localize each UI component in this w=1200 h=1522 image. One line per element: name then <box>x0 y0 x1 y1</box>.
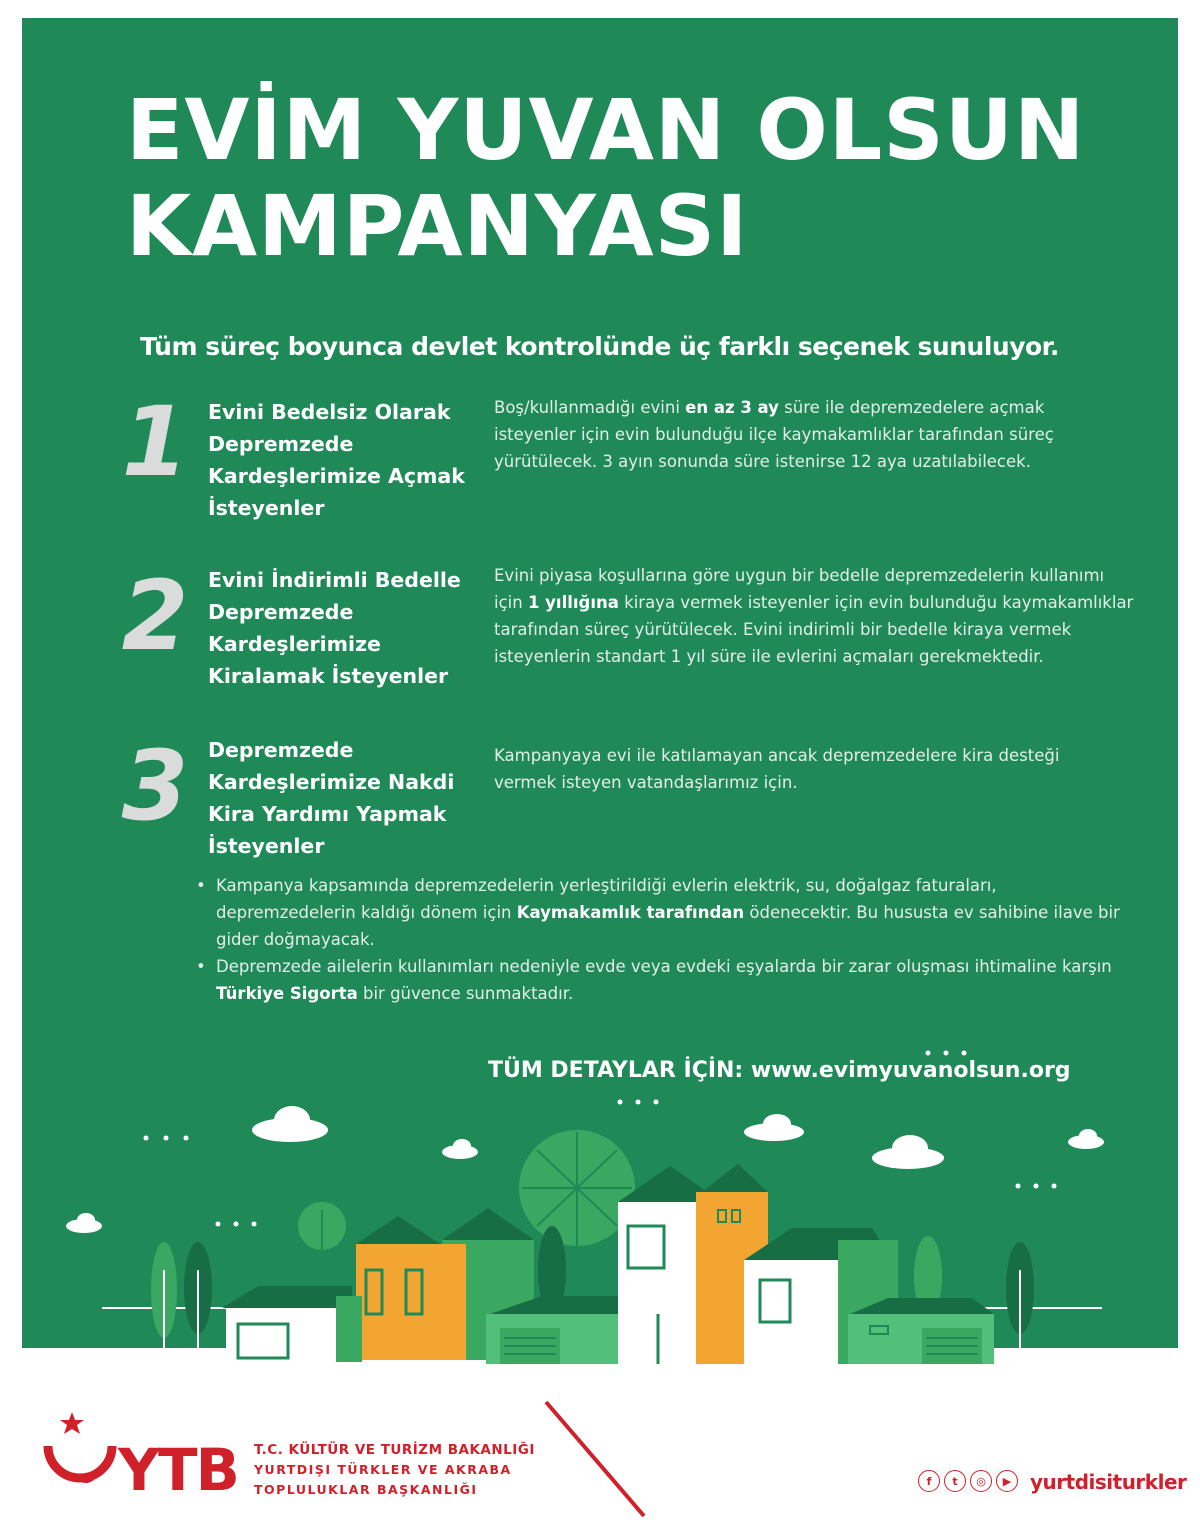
social-handle[interactable]: yurtdisiturkler <box>1030 1470 1187 1494</box>
twitter-icon[interactable]: t <box>944 1470 966 1492</box>
title-line-2: KAMPANYASI <box>126 177 749 275</box>
option-title-2: Evini İndirimli Bedelle Depremzede Kardeşlerimize Kiralamak İsteyenler <box>208 568 461 688</box>
instagram-icon[interactable]: ◎ <box>970 1470 992 1492</box>
option-number-2: 2 <box>121 560 189 672</box>
option-title-3: Depremzede Kardeşlerimize Nakdi Kira Yardımı Yapmak İsteyenler <box>208 738 455 858</box>
title-line-1: EVİM YUVAN OLSUN <box>126 81 1086 179</box>
facebook-icon[interactable]: f <box>918 1470 940 1492</box>
option-desc-1: Boş/kullanmadığı evini en az 3 ay süre ile depremzedelere açmak isteyenler için evin bulunduğu ilçe kaymakamlıklar tarafından süreç yürütülecek. 3 ayın sonunda süre istenirse 12 aya uzatılabilecek. <box>494 398 1054 471</box>
subtitle: Tüm süreç boyunca devlet kontrolünde üç farklı seçenek sunuluyor. <box>140 332 1059 361</box>
ytb-logo-text: YTB <box>118 1436 238 1504</box>
option-desc-3: Kampanyaya evi ile katılamayan ancak depremzedelere kira desteği vermek isteyen vatandaşlarımız için. <box>494 746 1060 792</box>
ytb-emblem-icon <box>34 1410 120 1506</box>
village-illustration <box>22 1100 1178 1380</box>
note-item: • Kampanya kapsamında depremzedelerin yerleştirildiği evlerin elektrik, su, doğalgaz faturaları, depremzedelerin kaldığı dönem için Kaymakamlık tarafından ödenecektir. Bu hususta ev sahibine ilave bir gider doğmayacak. <box>196 876 1120 949</box>
note-item: • Depremzede ailelerin kullanımları nedeniyle evde veya evdeki eşyalarda bir zarar oluşması ihtimaline karşın Türkiye Sigorta bir güvence sunmaktadır. <box>196 957 1112 1003</box>
option-number-3: 3 <box>121 730 189 842</box>
option-number-1: 1 <box>121 386 189 498</box>
option-title-1: Evini Bedelsiz Olarak Depremzede Kardeşlerimize Açmak İsteyenler <box>208 400 465 520</box>
red-divider-line <box>540 1400 650 1520</box>
youtube-icon[interactable]: ▶ <box>996 1470 1018 1492</box>
social-icons <box>918 1470 1018 1492</box>
ministry-text: T.C. KÜLTÜR VE TURİZM BAKANLIĞI YURTDIŞI TÜRKLER VE AKRABA TOPLULUKLAR BAŞKANLIĞI <box>254 1442 535 1497</box>
details-link[interactable]: TÜM DETAYLAR İÇİN: www.evimyuvanolsun.org <box>488 1058 1071 1083</box>
option-desc-2: Evini piyasa koşullarına göre uygun bir bedelle depremzedelerin kullanımı için 1 yıllığına kiraya vermek isteyenler için evin bulunduğu kaymakamlıklar tarafından süreç yürütülecek. Evini indirimli bir bedelle kiraya vermek isteyenlerin standart 1 yıl süre ile evlerini açmaları gerekmektedir. <box>494 566 1134 666</box>
